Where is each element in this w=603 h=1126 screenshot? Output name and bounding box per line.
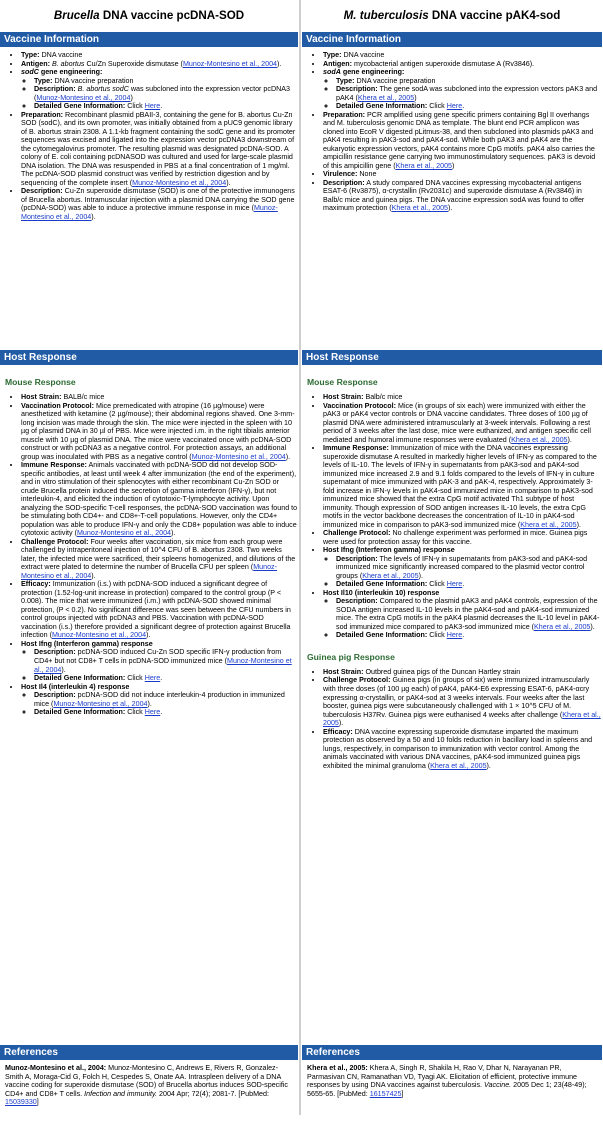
right-host-strain: • Host Strain: Balb/c mice: [323, 393, 602, 402]
right-immune-response: • Immune Response: Immunization of mice with the DNA vaccines expressing superoxide dismutase A resulted in markedly higher levels of IFN-γ as compared to the levels of IL-10. The levels of IFN-γ in supernatants from pAK3-sod and pAK4-sod immunized mice increased 2.9 and 9.1 folds compared to the levels of IFN-γ in culture supernatant of mice immunized with pAK-3 and pAK-4, respectively. Approximately 3-fold increase in IFN-γ levels in pAK4-sod immunized mice in comparison to pAK3-sod immunized mice showed that the extra CpG motif activated Th1 subtype of host immunity. Though expression of SOD antigen increases IL-10 levels, the extra CpG motifs in the vector backbone decreases the concentration of IL-10 in pAK4-sod immunized mice in comparison to pAK3-sod immunized mice (Khera et al., 2005).: [323, 444, 602, 529]
right-prep-ref-link[interactable]: Khera et al., 2005: [395, 161, 453, 170]
right-gene-engineering-item: • sodA gene engineering: ◦ Type: DNA vaccine preparation ◦ Description: The gene sodA was subcloned into the expression vectors pAK3 and pAK4 (Khera et al., 2005) ◦ Detailed Gene Information: Click Here.: [323, 68, 602, 111]
left-efficacy: • Efficacy: Immunization (i.s.) with pcDNA-SOD induced a significant degree of protection (1.52-log-unit increase in protection) compared to the control group (P < 0.008). The mice that were immunized (i.m.) with pcDNA-SOD showed minimal protection, (P < 0.2). No significant difference was seen between the CFU numbers in control groups injected with pcDNA3 and PBS. Vaccination with pcDNA-SOD vaccination (i.s.) therefore provided a significant degree of protection against Brucella infection (Munoz-Montesino et al., 2004).: [21, 580, 298, 640]
right-il10-response: • Host Il10 (interleukin 10) response ◦ Description: Compared to the plasmid pAK3 and pAK4 controls, expression of the SODA antigen increased IL-10 levels in the pAK4-sod and pAK4-sod immunized mice. The extra CpG motifs in the pAK4 plasmid decreases the IL-10 level in pAK4-sod immunized mice compared to pAK3-sod immunized mice (Khera et al., 2005). ◦ Detailed Gene Information: Click Here.: [323, 589, 602, 640]
right-ifng-description: ◦ Description: The levels of IFN-γ in supernatants from pAK3-sod and pAK4-sod immunized mice significantly increased compared to the plasmid vector control groups (Khera et al., 2005).: [336, 555, 602, 581]
right-ifng-detail: ◦ Detailed Gene Information: Click Here.: [336, 580, 602, 589]
right-ref-cite: 2005 Dec 1; 23(48-49); 5655-65. [PubMed:: [307, 1081, 587, 1098]
left-vaccination-protocol: • Vaccination Protocol: Mice premedicated with atropine (16 µg/mouse) were anesthetized with ketamine (2 µg/mouse); their abdominal regions shaved. One 3-mm-long incision was made through the skin. The mice were injected in the spleen with 10 µg of plasmid DNA in 30 µl of PBS. Mice were injected i.m. in the right tibialis anterior muscle with 10 µg of plasmid DNA. The mice were vaccinated once with pcDNA-SOD construct or with pcDNA3 as a negative control. For protection assays, an additional group was inoculated with PBS as a negative control (Munoz-Montesino et al., 2004).: [21, 402, 298, 462]
left-il4-detail: ◦ Detailed Gene Information: Click Here.: [34, 708, 298, 717]
left-host-response-header: Host Response: [0, 350, 298, 365]
left-desc-ref-link[interactable]: Munoz-Montesino et al., 2004: [21, 204, 278, 221]
right-vp-ref-link[interactable]: Khera et al., 2005: [511, 435, 568, 444]
left-ir-ref-link[interactable]: Munoz-Montesino et al., 2004: [76, 529, 172, 538]
right-vaccination-protocol: • Vaccination Protocol: Mice (in groups of six each) were immunized with either the pAK3 or pAK4 vector controls or DNA vaccine candidates. Three doses of 100 µg of plasmid DNA were administered intramuscularly at 3-week intervals. Following a rest period of 3 weeks after the last dose, mice were euthanized, and antigen specific cell mediated and humoral immune responses were evaluated (Khera et al., 2005).: [323, 402, 602, 445]
left-ref-text: Munoz-Montesino C, Andrews E, Rivers R, Gonzalez-Smith A, Moraga-Cid G, Folch H, Cespedes S, Onate AA. Intraspleen delivery of a DNA vaccine coding for superoxide dismutase (SOD) of Brucella abortus induces SOD-specific CD4+ and CD8+ T cells.: [5, 1064, 288, 1098]
right-host-response-section: [302, 365, 602, 1041]
left-challenge-protocol: • Challenge Protocol: Four weeks after vaccination, six mice from each group were challenged by intraperitoneal injection of 10^4 CFU of B. abortus 2308. Two weeks later, the infected mice were sacrificed, their spleens homogenized, and dilutions of the extract were plated to determine the number of Brucella CFU per spleen (Munoz-Montesino et al., 2004).: [21, 538, 298, 581]
right-ge-type: ◦ Type: DNA vaccine preparation: [336, 77, 602, 86]
left-ef-ref-link[interactable]: Munoz-Montesino et al., 2004: [51, 631, 147, 640]
left-host-strain: • Host Strain: BALB/c mice: [21, 393, 298, 402]
right-vaccine-title: [302, 0, 602, 32]
left-description-item: • Description: Cu-Zn superoxide dismutase (SOD) is one of the protective immunogens of Brucella abortus. Intramuscular injection with a plasmid DNA carrying the SOD gene (pcDNA-SOD) was able to induce a protective immune response in mice (Munoz-Montesino et al., 2004).: [21, 187, 298, 221]
right-ge-here-link[interactable]: Here: [446, 102, 463, 111]
left-antigen-item: • Antigen: B. abortus Cu/Zn Superoxide dismutase (Munoz-Montesino et al., 2004).: [21, 60, 298, 69]
right-ir-ref-link[interactable]: Khera et al., 2005: [520, 520, 577, 529]
right-pubmed-link[interactable]: 16157425: [369, 1089, 402, 1098]
left-ge-here-link[interactable]: Here: [144, 102, 161, 111]
right-gp-challenge-protocol: • Challenge Protocol: Guinea pigs (in groups of six) were immunized intramuscularly with three doses (of 100 µg each) of pAK4, pAK4-E6 expressing ESAT-6, pAK4-αcry expressing α-crystallin, or pAK4-sod at 3 weeks intervals. Four weeks after the last booster, guinea pigs were subcutaneously challenged with 1 × 10^5 CFU of M. tuberculosis H37Rv. Guinea pigs were euthanised 4 weeks after challenge (Khera et al., 2005).: [323, 676, 602, 727]
left-mouse-response-header: Mouse Response: [5, 377, 76, 387]
right-il10-description: ◦ Description: Compared to the plasmid pAK3 and pAK4 controls, expression of the SODA antigen increased IL-10 levels in the pAK4-sod and pAK4-sod immunized mice. The extra CpG motifs in the pAK4 plasmid decreases the IL-10 level in pAK4-sod immunized mice compared to pAK3-sod immunized mice (Khera et al., 2005).: [336, 597, 602, 631]
right-preparation-item: • Preparation: PCR amplified using gene specific primers containing Bgl II overhangs and M. tuberculosis genomic DNA as template. The blunt end PCR amplicon was cloned into EcoR V digested pLitmus-38, and then subcloned into plasmids pAK3 and pAK4 resulting in pAK3-sod and pAK4-sod. While both pAK3 and pAK4 are the eukaryotic expression vectors, pAK4 contains more CpG motifs. pAK4 also carries the ampicillin resistance gene carrying two immunostimulatory sequences. pAK3 is devoid of this ampicillin gene (Khera et al., 2005): [323, 111, 602, 171]
left-ref-cite: 2004 Apr; 72(4); 2081-7. [PubMed:: [157, 1089, 269, 1098]
right-antigen-item: • Antigen: mycobacterial antigen superoxide dismutase A (Rv3846).: [323, 60, 602, 69]
right-mouse-response-header: Mouse Response: [307, 377, 378, 387]
right-title-organism: M. tuberculosis: [343, 9, 429, 22]
right-gp-ef-ref-link[interactable]: Khera et al., 2005: [430, 761, 487, 770]
left-ifng-description: ◦ Description: pcDNA-SOD induced Cu-Zn SOD specific IFN-γ production from CD4+ but not CD8+ T cells in pcDNA-SOD immunized mice (Munoz-Montesino et al., 2004).: [34, 648, 298, 674]
right-ge-ref-link[interactable]: Khera et al., 2005: [357, 93, 415, 102]
right-ge-description: ◦ Description: The gene sodA was subcloned into the expression vectors pAK3 and pAK4 (Khera et al., 2005): [336, 85, 602, 102]
left-gene-engineering-item: • sodC gene engineering: ◦ Type: DNA vaccine preparation ◦ Description: B. abortus sodC was subcloned into the expression vector pcDNA3 (Munoz-Montesino et al., 2004) ◦ Detailed Gene Information: Click Here.: [21, 68, 298, 111]
right-ifng-response: • Host Ifng (Interferon gamma) response ◦ Description: The levels of IFN-γ in supernatants from pAK3-sod and pAK4-sod immunized mice significantly increased compared to the plasmid vector control groups (Khera et al., 2005). ◦ Detailed Gene Information: Click Here.: [323, 546, 602, 589]
left-vaccine-info-section: [0, 47, 298, 323]
left-references-header: References: [0, 1045, 298, 1060]
left-type-item: • Type: DNA vaccine: [21, 51, 298, 60]
right-gp-cp-ref-link[interactable]: Khera et al., 2005: [323, 710, 601, 728]
left-ref-journal: Infection and immunity.: [84, 1089, 158, 1098]
left-il4-ref-link[interactable]: Munoz-Montesino et al., 2004: [53, 699, 148, 708]
left-pubmed-link[interactable]: 15039330: [5, 1098, 37, 1107]
right-type-item: • Type: DNA vaccine: [323, 51, 602, 60]
left-ge-type: ◦ Type: DNA vaccine preparation: [34, 77, 298, 86]
right-gp-host-strain: • Host Strain: Outbred guinea pigs of the Duncan Hartley strain: [323, 668, 602, 677]
right-vaccine-info-section: [302, 47, 602, 323]
left-ifng-response: • Host Ifng (Interferon gamma) response ◦ Description: pcDNA-SOD induced Cu-Zn SOD specific IFN-γ production from CD4+ but not CD8+ T cells in pcDNA-SOD immunized mice (Munoz-Montesino et al., 2004). ◦ Detailed Gene Information: Click Here.: [21, 640, 298, 683]
right-gp-efficacy: • Efficacy: DNA vaccine expressing superoxide dismutase imparted the maximum protection as observed by a 50 and 10 folds reduction in bacillary load in spleens and lungs, respectively, in comparison to immunization with vector control. Among the animals vaccinated with various DNA vaccines, pAK4-sod immunized guinea pigs exhibited the minimal granuloma (Khera et al., 2005).: [323, 728, 602, 771]
right-ge-detail: ◦ Detailed Gene Information: Click Here.: [336, 102, 602, 111]
right-references-section: Khera et al., 2005: Khera A, Singh R, Shakila H, Rao V, Dhar N, Narayanan PR, Parmasivan CN, Ramanathan VD, Tyagi AK. Elicitation of efficient, protective immune responses by using DNA vaccines against tuberculosis. Vaccine. 2005 Dec 1; 23(48-49); 5655-65. [PubMed: 16157425]: [307, 1064, 587, 1098]
left-ge-ref-link[interactable]: Munoz-Montesino et al., 2004: [36, 93, 131, 102]
right-challenge-protocol: • Challenge Protocol: No challenge experiment was performed in mice. Guinea pigs were used for protection assay for this vaccine.: [323, 529, 602, 546]
right-guinea-pig-response-header: Guinea pig Response: [307, 651, 395, 662]
left-host-response-section: [0, 365, 298, 1041]
left-prep-ref-link[interactable]: Munoz-Montesino et al., 2004: [132, 178, 227, 187]
left-preparation-item: • Preparation: Recombinant plasmid pBAII-3, containing the gene for B. abortus Cu-Zn SOD (sodC), and its own promoter, was initially obtained from a pUC9 genomic library of B. abortus strain 2308. A 1.1-kb fragment containing the sodC gene and its promoter sequences was excised and ligated into the expression vector pcDNA3 downstream of the cytomegalovirus promoter. The resulting plasmid was designated pcDNA-SOD. A colony of E. coli containing pcDNASOD was cultured and used for large-scale plasmid DNA isolation. The DNA was resuspended in PBS at a final concentration of 1 mg/ml. The pcDNA-SOD plasmid construct was verified by restriction digestion and by sequencing of the complete insert (Munoz-Montesino et al., 2004).: [21, 111, 298, 188]
left-vp-ref-link[interactable]: Munoz-Montesino et al., 2004: [191, 452, 286, 461]
column-divider: [299, 0, 301, 1115]
right-il10-here-link[interactable]: Here: [446, 631, 463, 640]
right-title-text: DNA vaccine pAK4-sod: [428, 9, 561, 22]
left-ifng-here-link[interactable]: Here: [144, 674, 161, 683]
right-host-response-header: Host Response: [302, 350, 602, 365]
left-ge-description: ◦ Description: B. abortus sodC was subcloned into the expression vector pcDNA3 (Munoz-Montesino et al., 2004): [34, 85, 298, 102]
left-title-text: DNA vaccine pcDNA-SOD: [99, 9, 245, 22]
left-immune-response: • Immune Response: Animals vaccinated with pcDNA-SOD did not develop SOD-specific antibodies, at least until week 4 after immunization (the end of the experiment), and in vitro stimulation of their splenocytes with either recombinant Cu-Zn SOD or crude Brucella protein induced the secretion of gamma interferon (IFN-γ), but not interleukin-4, and elicited the induction of cytotoxic-T-lymphocyte activity. Upon analyzing the SOD-specific T-cell responses, the pcDNA-SOD vaccination was found to be stimulating both CD4+- and CD8+-T-cell populations. However, only the CD4+ population was able to produce IFN-γ and only the CD8+ population was able to induce cytotoxic activity (Munoz-Montesino et al., 2004).: [21, 461, 298, 538]
right-desc-ref-link[interactable]: Khera et al., 2005: [391, 204, 449, 213]
right-description-item: • Description: A study compared DNA vaccines expressing mycobacterial antigens ESAT-6 (Rv3875), α-crystallin (Rv2031c) and superoxide dismutase A (Rv3846) in Balb/c mice and guinea pigs. The DNA vaccine expression sodA was found to offer maximum protection (Khera et al., 2005).: [323, 179, 602, 213]
left-antigen-ref-link[interactable]: Munoz-Montesino et al., 2004: [182, 59, 278, 68]
right-vaccine-info-header: Vaccine Information: [302, 32, 602, 47]
left-references-section: Munoz-Montesino et al., 2004: Munoz-Montesino C, Andrews E, Rivers R, Gonzalez-Smith A, Moraga-Cid G, Folch H, Cespedes S, Onate AA. Intraspleen delivery of a DNA vaccine coding for superoxide dismutase (SOD) of Brucella abortus induces SOD-specific CD4+ and CD8+ T cells. Infection and immunity. 2004 Apr; 72(4); 2081-7. [PubMed: 15039330]: [5, 1064, 288, 1107]
left-cp-ref-link[interactable]: Munoz-Montesino et al., 2004: [21, 563, 277, 580]
left-ge-detail: ◦ Detailed Gene Information: Click Here.: [34, 102, 298, 111]
right-ifng-here-link[interactable]: Here: [446, 580, 463, 589]
right-virulence-item: • Virulence: None: [323, 170, 602, 179]
left-il4-response: • Host Il4 (interleukin 4) response ◦ Description: pcDNA-SOD did not induce interleukin-4 production in immunized mice (Munoz-Montesino et al., 2004). ◦ Detailed Gene Information: Click Here.: [21, 683, 298, 717]
right-references-header: References: [302, 1045, 602, 1060]
left-ifng-ref-link[interactable]: Munoz-Montesino et al., 2004: [34, 656, 292, 674]
right-il10-detail: ◦ Detailed Gene Information: Click Here.: [336, 631, 602, 640]
left-vaccine-title: [0, 0, 298, 32]
right-ref-journal: Vaccine.: [484, 1081, 512, 1090]
left-title-organism: Brucella: [53, 9, 100, 22]
right-ref-author: Khera et al., 2005:: [307, 1064, 368, 1072]
right-column: [302, 0, 602, 1115]
right-ifng-ref-link[interactable]: Khera et al., 2005: [362, 571, 419, 580]
left-vaccine-info-header: Vaccine Information: [0, 32, 298, 47]
left-column: [0, 0, 298, 1115]
left-il4-here-link[interactable]: Here: [144, 708, 161, 717]
left-il4-description: ◦ Description: pcDNA-SOD did not induce interleukin-4 production in immunized mice (Munoz-Montesino et al., 2004).: [34, 691, 298, 708]
left-ifng-detail: ◦ Detailed Gene Information: Click Here.: [34, 674, 298, 683]
left-ref-author: Munoz-Montesino et al., 2004:: [5, 1064, 107, 1072]
right-il10-ref-link[interactable]: Khera et al., 2005: [534, 622, 591, 631]
right-ref-text: Khera A, Singh R, Shakila H, Rao V, Dhar N, Narayanan PR, Parmasivan CN, Ramanathan VD, Tyagi AK. Elicitation of efficient, protective immune responses by using DNA vaccines against tuberculosis.: [307, 1064, 578, 1090]
